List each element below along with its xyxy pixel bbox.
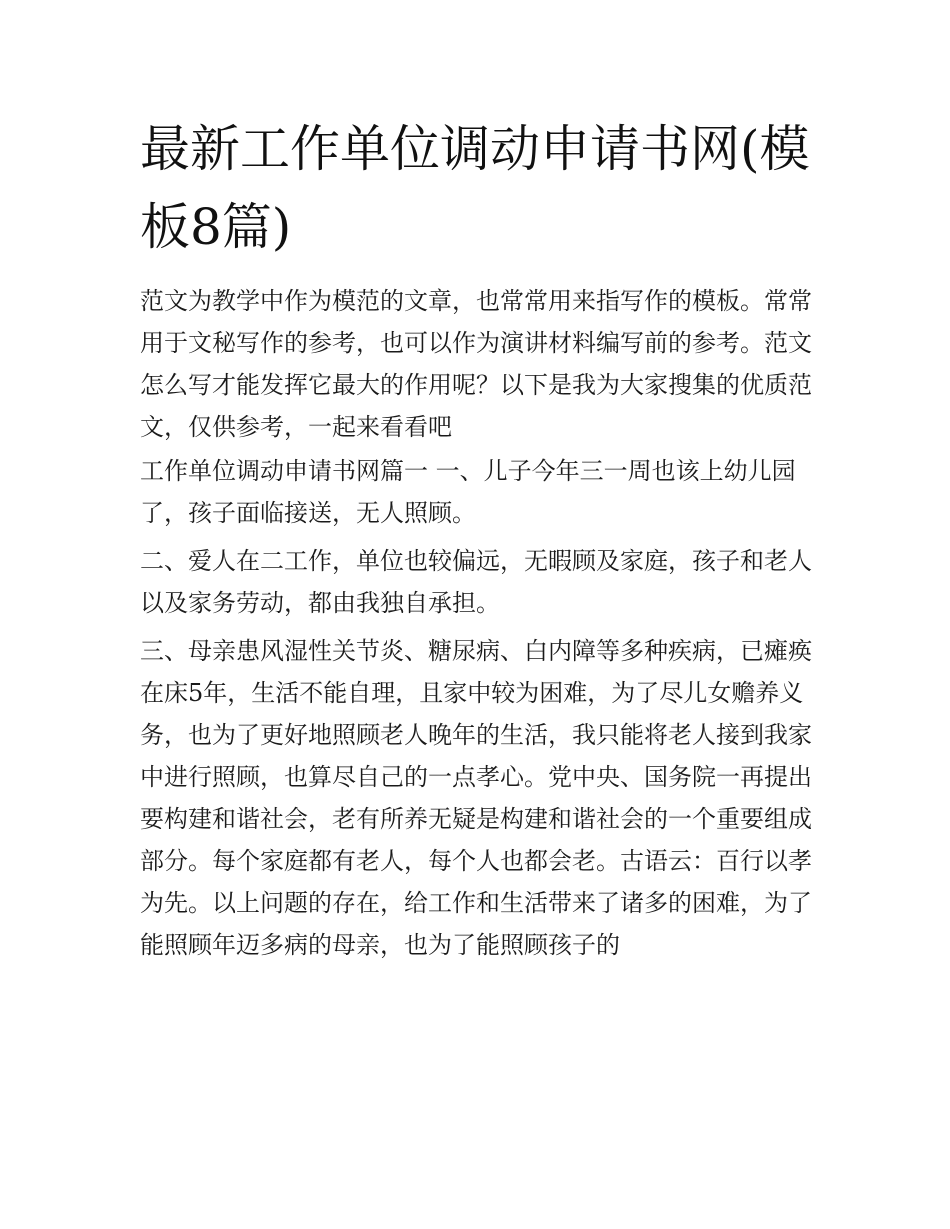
- document-body: [140, 280, 820, 972]
- document-title: 最新工作单位调动申请书网(模板8篇): [140, 120, 810, 256]
- body-paragraph-3: 三、母亲患风湿性关节炎、糖尿病、白内障等多种疾病，已瘫痪在床5年，生活不能自理，且家中较为困难，为了尽儿女赡养义务，也为了更好地照顾老人晚年的生活，我只能将老人接到我家中进行照顾，也算尽自己的一点孝心。党中央、国务院一再提出要构建和谐社会，老有所养无疑是构建和谐社会的一个重要组成部分。每个家庭都有老人，每个人也都会老。古语云：百行以孝为先。以上问题的存在，给工作和生活带来了诸多的困难，为了能照顾年迈多病的母亲，也为了能照顾孩子的: [140, 637, 812, 959]
- body-paragraph-2: 二、爱人在二工作，单位也较偏远，无暇顾及家庭，孩子和老人以及家务劳动，都由我独自承担。: [140, 547, 812, 617]
- body-paragraph-1: 工作单位调动申请书网篇一 一、儿子今年三一周也该上幼儿园了，孩子面临接送，无人照顾。: [140, 457, 796, 527]
- intro-paragraph: 范文为教学中作为模范的文章，也常常用来指写作的模板。常常用于文秘写作的参考，也可以作为演讲材料编写前的参考。范文怎么写才能发挥它最大的作用呢？以下是我为大家搜集的优质范文，仅供参考，一起来看看吧: [140, 287, 812, 441]
